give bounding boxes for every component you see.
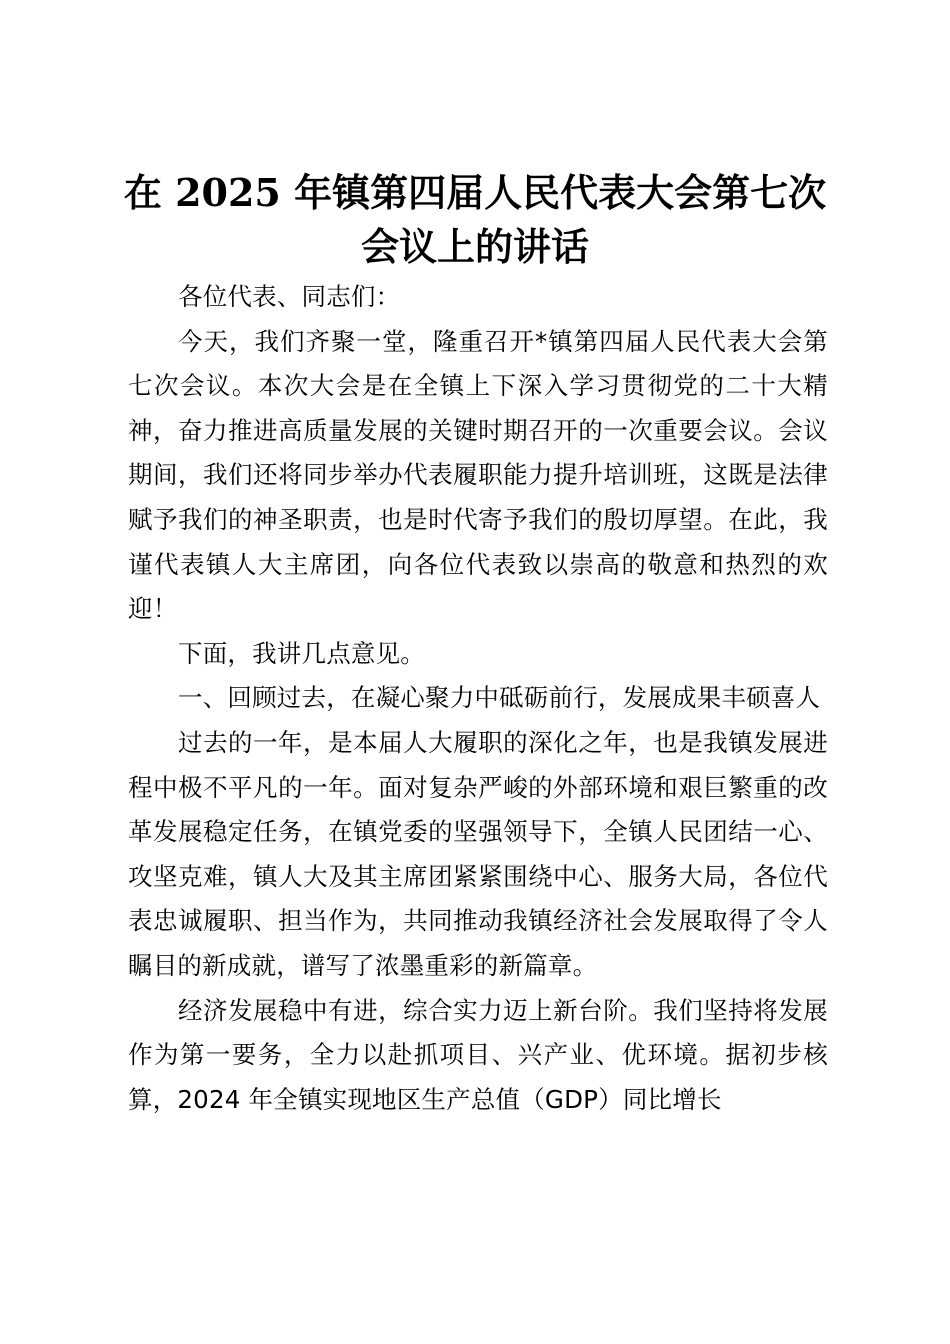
paragraph-review: 过去的一年，是本届人大履职的深化之年，也是我镇发展进程中极不平凡的一年。面对复杂严峻的外部环境和艰巨繁重的改革发展稳定任务，在镇党委的坚强领导下，全镇人民团结一心、攻坚克难，镇人大及其主席团紧紧围绕中心、服务大局，各位代表忠诚履职、担当作为，共同推动我镇经济社会发展取得了令人瞩目的新成就，谱写了浓墨重彩的新篇章。 [128, 727, 828, 980]
document-title: 在 2025 年镇第四届人民代表大会第七次会议上的讲话 [123, 170, 827, 269]
salutation: 各位代表、同志们： [178, 282, 401, 311]
paragraph-economy: 经济发展稳中有进，综合实力迈上新台阶。我们坚持将发展作为第一要务，全力以赴抓项目、兴产业、优环境。据初步核算，2024 年全镇实现地区生产总值（GDP）同比增长 [128, 995, 828, 1114]
paragraph-transition: 下面，我讲几点意见。 [178, 638, 425, 668]
paragraph-opening: 今天，我们齐聚一堂，隆重召开*镇第四届人民代表大会第七次会议。本次大会是在全镇上下深入学习贯彻党的二十大精神，奋力推进高质量发展的关键时期召开的一次重要会议。会议期间，我们还将同步举办代表履职能力提升培训班，这既是法律赋予我们的神圣职责，也是时代寄予我们的殷切厚望。在此，我谨代表镇人大主席团，向各位代表致以崇高的敬意和热烈的欢迎！ [128, 326, 828, 624]
section-heading-one: 一、回顾过去，在凝心聚力中砥砺前行，发展成果丰硕喜人 [178, 683, 821, 713]
document-body [128, 275, 828, 1122]
